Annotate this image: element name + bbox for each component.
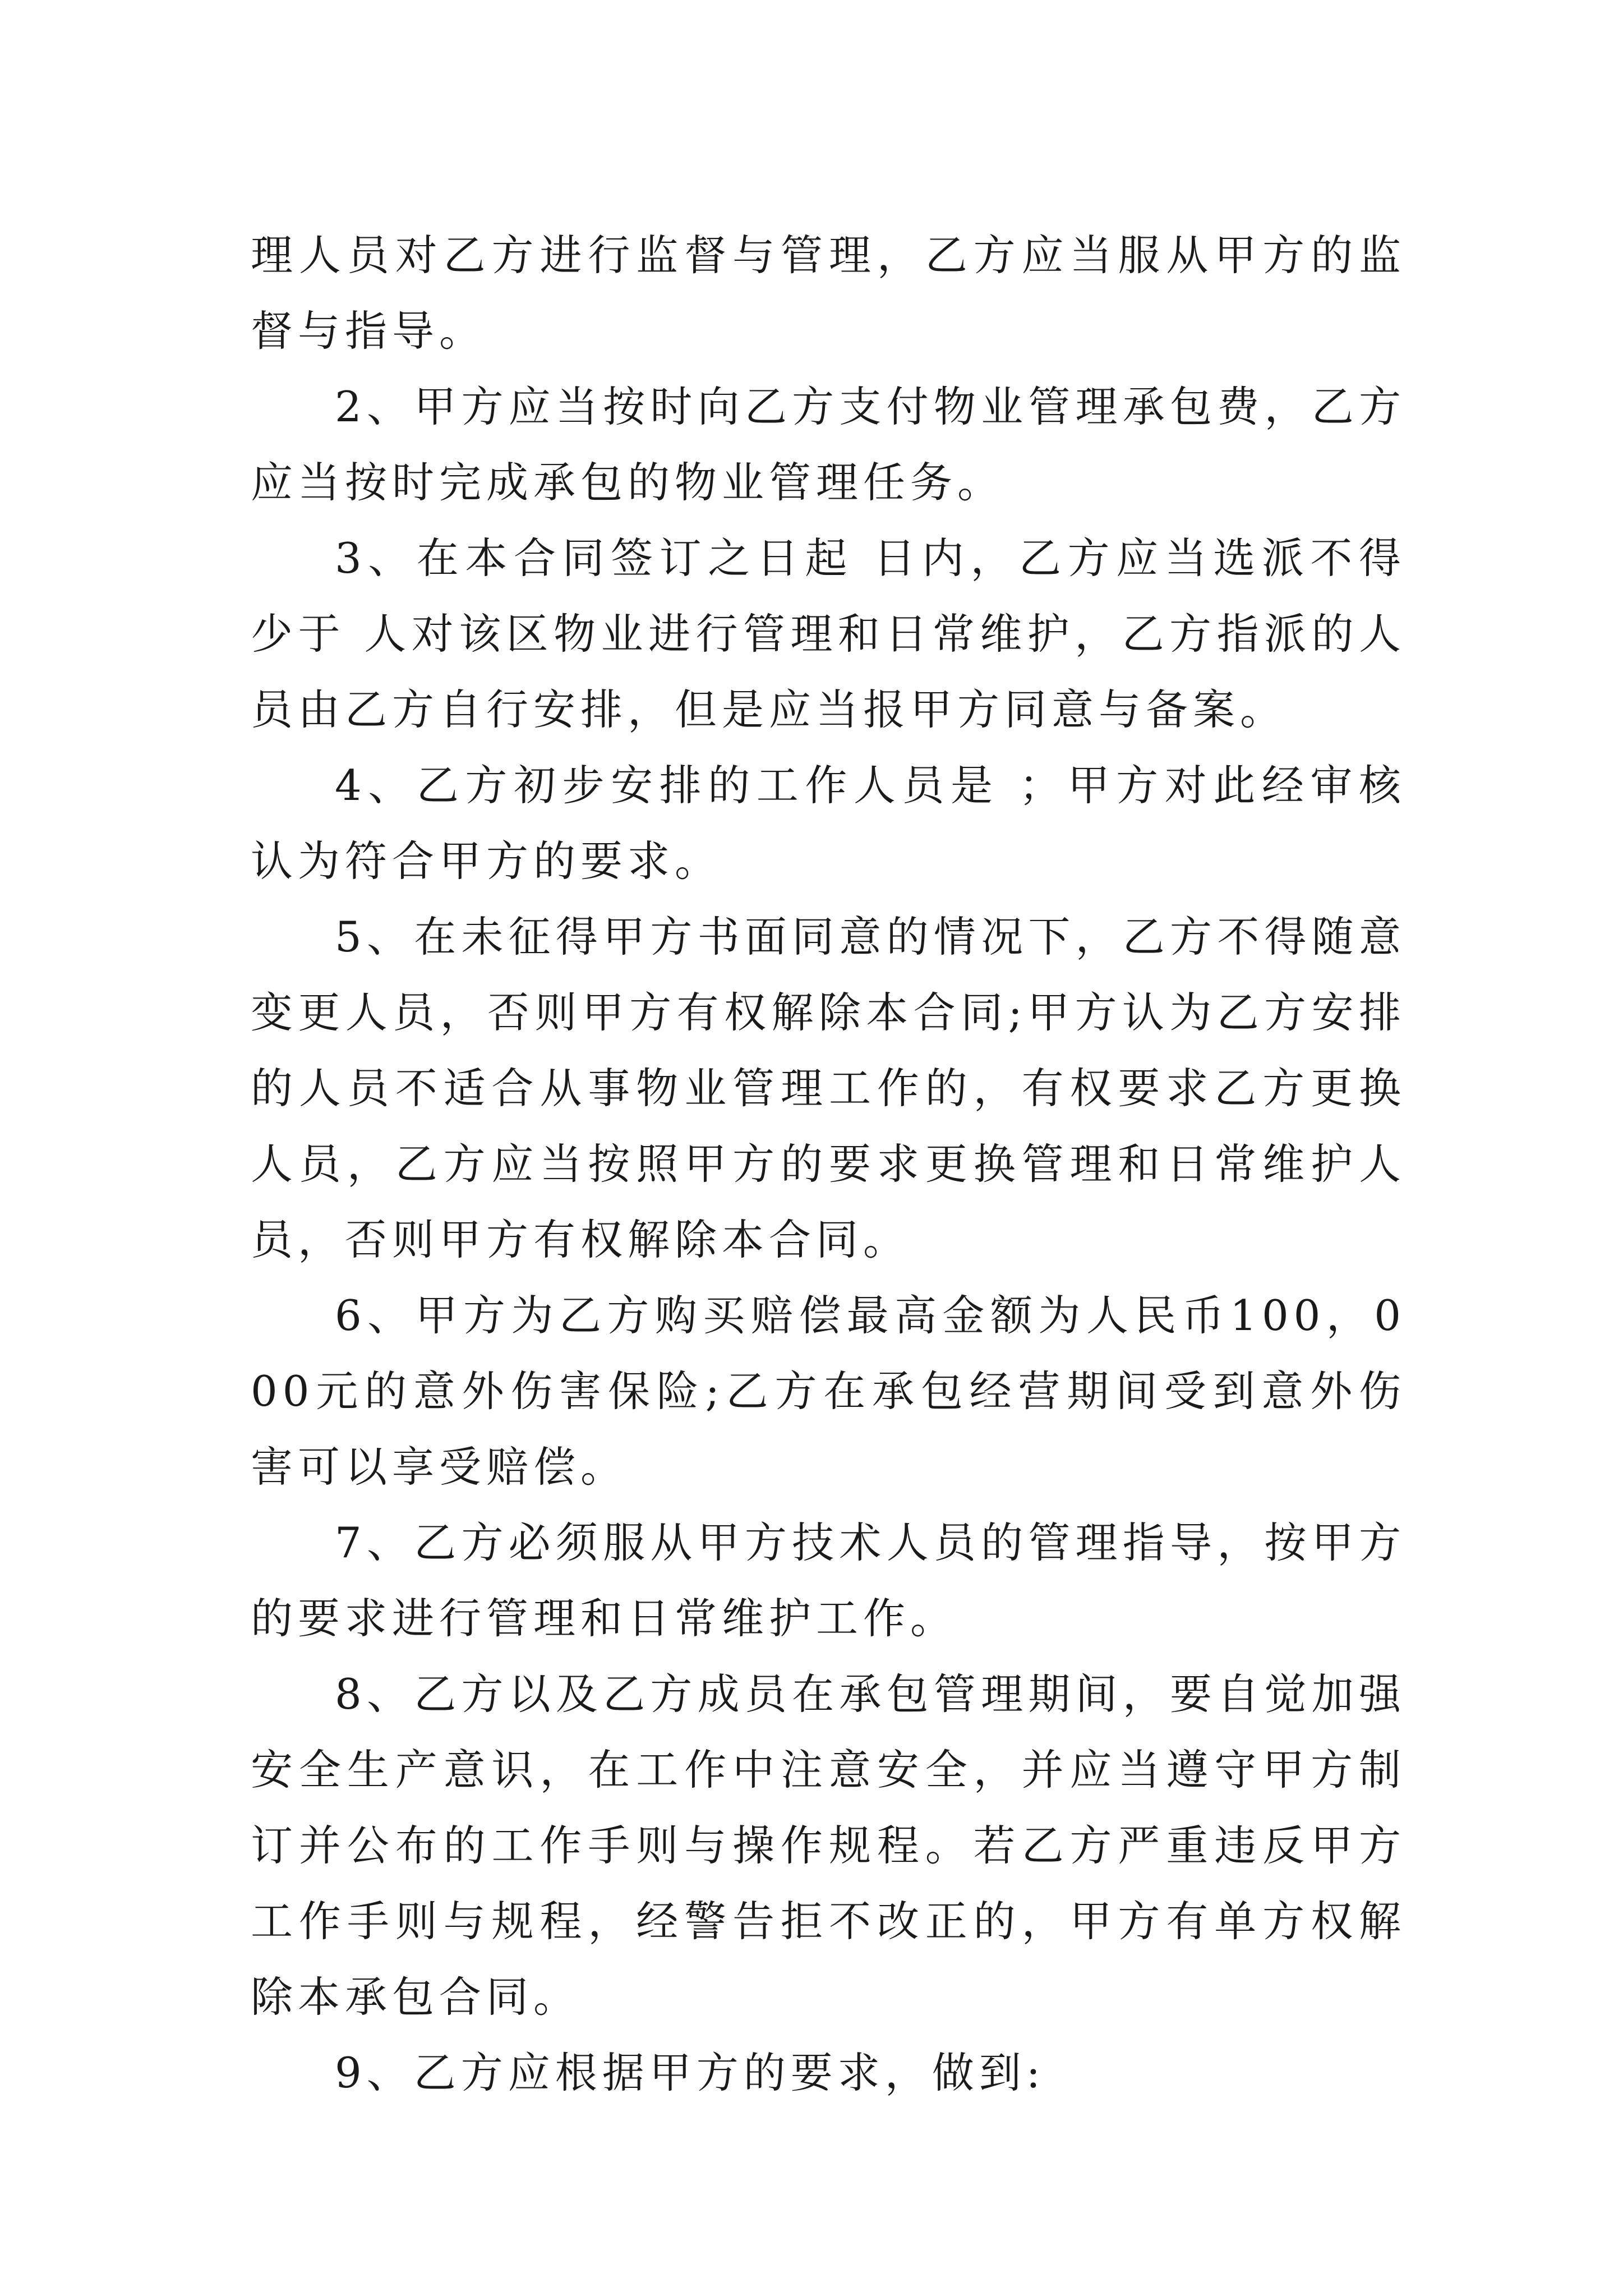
clause-5: 5、在未征得甲方书面同意的情况下，乙方不得随意变更人员，否则甲方有权解除本合同;甲方认为乙方安排的人员不适合从事物业管理工作的，有权要求乙方更换人员，乙方应当按照甲方的要求更换管理和日常维护人员，否则甲方有权解除本合同。 bbox=[251, 912, 1406, 1264]
contract-body bbox=[251, 218, 1406, 2111]
clause-7: 7、乙方必须服从甲方技术人员的管理指导，按甲方的要求进行管理和日常维护工作。 bbox=[251, 1518, 1406, 1643]
clause-8: 8、乙方以及乙方成员在承包管理期间，要自觉加强安全生产意识，在工作中注意安全，并应当遵守甲方制订并公布的工作手则与操作规程。若乙方严重违反甲方工作手则与规程，经警告拒不改正的，甲方有单方权解除本承包合同。 bbox=[251, 1669, 1406, 2022]
clause-4: 4、乙方初步安排的工作人员是 ；甲方对此经审核认为符合甲方的要求。 bbox=[251, 761, 1406, 886]
clause-6: 6、甲方为乙方购买赔偿最高金额为人民币100，000元的意外伤害保险;乙方在承包经营期间受到意外伤害可以享受赔偿。 bbox=[251, 1291, 1406, 1492]
clause-9: 9、乙方应根据甲方的要求，做到: bbox=[335, 2048, 1045, 2097]
clause-2: 2、甲方应当按时向乙方支付物业管理承包费，乙方应当按时完成承包的物业管理任务。 bbox=[251, 382, 1406, 507]
clause-3: 3、在本合同签订之日起 日内，乙方应当选派不得少于 人对该区物业进行管理和日常维护，乙方指派的人员由乙方自行安排，但是应当报甲方同意与备案。 bbox=[251, 533, 1406, 734]
paragraph-continuation: 理人员对乙方进行监督与管理，乙方应当服从甲方的监督与指导。 bbox=[251, 231, 1406, 356]
